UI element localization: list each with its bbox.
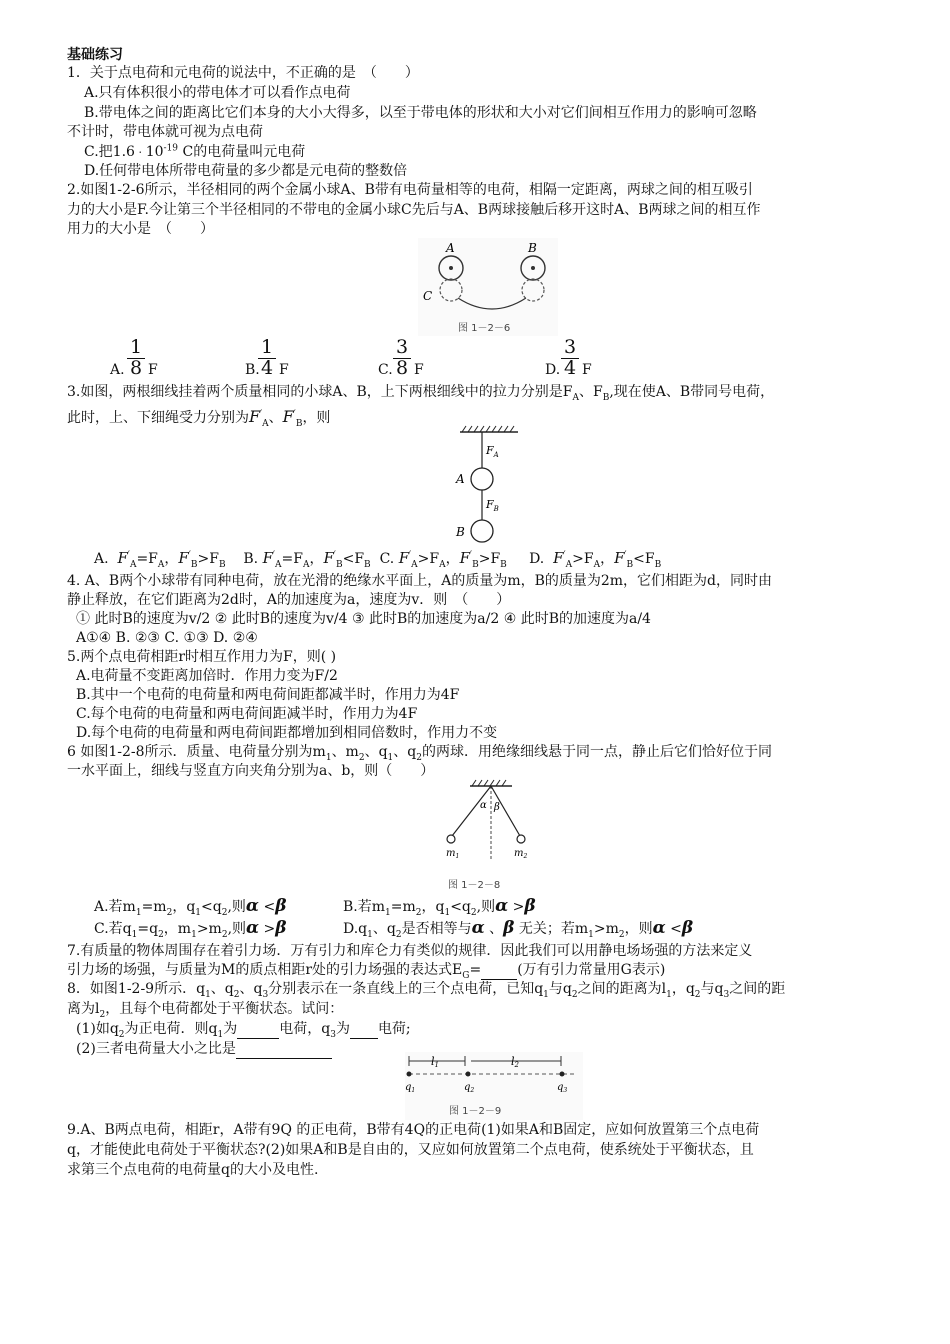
svg-text:q2: $q_2$ [464, 1082, 475, 1094]
q1-stem: 1．关于点电荷和元电荷的说法中，不正确的是 （ ） [67, 65, 419, 81]
charge-q3 [560, 1072, 565, 1077]
ball-a [471, 468, 493, 490]
q1-option-b-line1: B.带电体之间的距离比它们本身的大小大得多，以至于带电体的形状和大小对它们间相互作用力的影响可忽略 [84, 105, 757, 121]
svg-text:q3: $q_3$ [557, 1082, 568, 1094]
q5-option-b: B.其中一个电荷的电荷量和两电荷间距都减半时，作用力为4F [76, 687, 460, 703]
q3-line1: 3.如图，两根细线挂着两个质量相同的小球A、B，上下两根细线中的拉力分别是$F_A$、$F_B$,现在使A、B带同号电荷， [67, 384, 775, 403]
q5-option-a: A.电荷量不变距离加倍时．作用力变为F/2 [76, 668, 338, 684]
q8-q1-blank[interactable] [237, 1024, 279, 1039]
section-title: 基础练习 [67, 47, 123, 63]
q6-option-d: $D.q_1$、$q_2$是否相等与α 、β 无关；若$m_1>m_2$，则α <β [343, 918, 694, 940]
fig-label-a: A [456, 472, 465, 486]
q3-line2: 此时，上、下细绳受力分别为$F'_A$、$F'_B$，则 [67, 407, 331, 429]
svg-text:l2: l2 [511, 1055, 519, 1069]
q5-stem: 5.两个点电荷相距r时相互作用力为F，则( ) [67, 649, 337, 665]
figure-hanging-balls [448, 424, 528, 548]
angle-beta: β [494, 802, 500, 813]
q6-line1: 6 如图1-2-8所示．质量、电荷量分别为$m_1$、$m_2$、$q_1$、$q_2$的两球．用绝缘细线悬于同一点，静止后它们恰好位于同 [67, 744, 772, 763]
q2-line3: 用力的大小是 （ ） [67, 221, 214, 237]
fig-label-b: B [456, 525, 465, 539]
charge-q1 [407, 1072, 412, 1077]
q6-line2: 一水平面上，细线与竖直方向夹角分别为a、b，则（ ） [67, 763, 435, 779]
q8-line1: 8．如图1-2-9所示．$q_1$、$q_2$、$q_3$分别表示在一条直线上的三个点电荷，已知$q_1$与$q_2$之间的距离为$l_1$，$q_2$与$q_3$之间的距 [67, 981, 786, 1000]
q8-line2: 离为$l_2$，且每个电荷都处于平衡状态。试问： [67, 1001, 344, 1020]
charge-q2 [466, 1072, 471, 1077]
q1-option-a: A.只有体积很小的带电体才可以看作点电荷 [84, 85, 351, 101]
fig129-caption: 图 1－2－9 [449, 1106, 502, 1117]
svg-text:q1: $q_1$ [405, 1082, 416, 1094]
ball-m1 [447, 835, 455, 843]
q6-option-a: A.若$m_1=m_2$，$q_1<q_2$,则α <β [94, 896, 287, 918]
q4-line3: ① 此时B的速度为v/2 ② 此时B的速度为v/4 ③ 此时B的加速度为a/2 ④ 此时B的加速度为a/4 [76, 611, 651, 627]
thread-left [452, 786, 491, 836]
svg-text:m1: $m_1$ [446, 848, 460, 860]
q4-line1: 4. A、B两个小球带有同种电荷，放在光滑的绝缘水平面上，A的质量为m，B的质量为2m，它们相距为d，同时由 [67, 573, 773, 589]
fig-label-fa: $F_A$ [486, 444, 499, 459]
q6-option-c: C.若$q_1=q_2$，$m_1>m_2$,则α >β [94, 918, 287, 940]
q3-options: A. $F'_A=F_A$，$F'_B>F_B$ B. $F'_A=F_A$，$F'_B<F_B$ C. $F'_A>F_A$，$F'_B>F_B$ D. $F'_A>F_A$，$F'_B<F_B$ [94, 549, 662, 570]
q9-line3: 求第三个点电荷的电荷量q的大小及电性. [67, 1162, 319, 1178]
q7-answer-blank[interactable] [481, 965, 517, 980]
worksheet-page: 基础练习 1．关于点电荷和元电荷的说法中，不正确的是 （ ） A.只有体积很小的带电体才可以看作点电荷 B.带电体之间的距离比它们本身的大小大得多，以至于带电体的形状和大小对它们间相互作用力的影响可忽略 不计时，带电体就可视为点电荷 C.把$1.6 \cdot 10^{-19}$ C的电荷量叫元电荷 D.任何带电体所带电荷量的多少都是元电荷的整数倍 2.如图1-2-6所示，半径相同的两个金属小球A、B带有电荷量相等的电荷，相隔一定距离，两球之间的相互吸引 力的大小是F.今让第三个半径相同的不带电的金属小球C先后与A、B两球接触后移开这时A、B两球之间的相互作 用力的大小是 （ ） A B C 图 1－2－6 A. 1 8 F B. 1 4 F C. 3 8 F D. 3 4 F 3.如图，两根细线挂着两个质量相同的小球A、B，上下两根细线中的拉力分别是$F_A$、$F_B$,现在使A、B带同号电荷， 此时，上、下细绳受力分别为$F'_A$、$F'_B$，则 $F_A$ A $F_B$ B A. $F'_A=F_A$，$F'_B>F_B$ B. $F'_A=F_A$，$F'_B<F_B$ C. $F'_A>F_A$，$F'_B>F_B$ D. $F'_A>F_A$，$F'_B<F_B$ 4. A、B两个小球带有同种电荷，放在光滑的绝缘水平面上，A的质量为m，B的质量为2m，它们相距为d，同时由 静止释放，在它们距离为2d时，A的加速度为a，速度为v．则 （ ） ① 此时B的速度为v/2 ② 此时B的速度为v/4 ③ 此时B的加速度为a/2 ④ 此时B的加速度为a/4 A①④ B. ②③ C. ①③ D. ②④ 5.两个点电荷相距r时相互作用力为F，则( ) A.电荷量不变距离加倍时．作用力变为F/2 B.其中一个电荷的电荷量和两电荷间距都减半时，作用力为4F C.每个电荷的电荷量和两电荷间距减半时，作用力为4F D.每个电荷的电荷量和两电荷间距都增加到相同倍数时，作用力不变 6 如图1-2-8所示．质量、电荷量分别为$m_1$、$m_2$、$q_1$、$q_2$的两球．用绝缘细线悬于同一点，静止后它们恰好位于同 一水平面上，细线与竖直方向夹角分别为a、b，则（ ） α β $m_1$ $m_2$ 图 1－2－8 A.若$m_1=m_2$，$q_1<q_2$,则α <β B.若$m_1=m_2$，$q_1<q_2$,则α >β C.若$q_1=q_2$，$m_1>m_2$,则α >β $D.q_1$、$q_2$是否相等与α 、β 无关；若$m_1>m_2$，则α <β 7.有质量的物体周围存在着引力场．万有引力和库仑力有类似的规律．因此我们可以用静电场场强的方法来定义 引力场的场强，与质量为M的质点相距r处的引力场强的表达式$E_G=$ (万有引力常量用G表示) 8．如图1-2-9所示．$q_1$、$q_2$、$q_3$分别表示在一条直线上的三个点电荷，已知$q_1$与$q_2$之间的距离为$l_1$，$q_2$与$q_3$之间的距 离为$l_2$，且每个电荷都处于平衡状态。试问： (1)如$q_2$为正电荷．则$q_1$为 电荷，$q_3$为 电荷; (2)三者电荷量大小之比是 l1 l2 $q_1$ $q_2$ $q_3$ 图 1－2－9 9.A、B两点电荷，相距r，A带有9Q 的正电荷，B带有4Q的正电荷(1)如果A和B固定，应如何放置第三个点电荷 q，才能使此电荷处于平衡状态?(2)如果A和B是自由的，又应如何放置第二个点电荷，使系统处于平衡状态，且 求第三个点电荷的电荷量q的大小及电性. [0, 0, 950, 1344]
q5-option-d: D.每个电荷的电荷量和两电荷间距都增加到相同倍数时，作用力不变 [76, 725, 498, 741]
angle-alpha: α [480, 800, 487, 811]
q2-line1: 2.如图1-2-6所示，半径相同的两个金属小球A、B带有电荷量相等的电荷，相隔一定距离，两球之间的相互吸引 [67, 182, 753, 198]
q8-part2: (2)三者电荷量大小之比是 [76, 1040, 926, 1059]
q9-line1: 9.A、B两点电荷，相距r，A带有9Q 的正电荷，B带有4Q的正电荷(1)如果A和B固定，应如何放置第三个点电荷 [67, 1122, 760, 1138]
figure-1-2-6 [418, 238, 558, 336]
fig126-label-b: B [528, 241, 537, 255]
q1-option-c: C.把$1.6 \cdot 10^{-19}$ C的电荷量叫元电荷 [84, 143, 306, 160]
fig126-caption: 图 1－2－6 [458, 323, 511, 334]
q4-line2: 静止释放，在它们距离为2d时，A的加速度为a，速度为v．则 （ ） [67, 592, 511, 608]
svg-text:m2: $m_2$ [514, 848, 528, 860]
ball-m2 [517, 835, 525, 843]
svg-text:l1: l1 [431, 1055, 439, 1069]
q1-option-b-line2: 不计时，带电体就可视为点电荷 [67, 124, 263, 140]
ball-b [471, 520, 493, 542]
q7-line1: 7.有质量的物体周围存在着引力场．万有引力和库仑力有类似的规律．因此我们可以用静电场场强的方法来定义 [67, 943, 753, 959]
q5-option-c: C.每个电荷的电荷量和两电荷间距减半时，作用力为4F [76, 706, 418, 722]
q4-line4: A①④ B. ②③ C. ①③ D. ②④ [76, 630, 258, 646]
q9-line2: q，才能使此电荷处于平衡状态?(2)如果A和B是自由的，又应如何放置第二个点电荷，使系统处于平衡状态，且 [67, 1142, 754, 1158]
fig126-label-c: C [423, 289, 433, 303]
q8-part1: (1)如$q_2$为正电荷．则$q_1$为 电荷，$q_3$为 电荷; [76, 1021, 411, 1040]
q1-option-d: D.任何带电体所带电荷量的多少都是元电荷的整数倍 [84, 163, 408, 179]
q2-line2: 力的大小是F.今让第三个半径相同的不带电的金属小球C先后与A、B两球接触后移开这时A、B两球之间的相互作 [67, 202, 761, 218]
figure-1-2-9 [405, 1052, 583, 1120]
q8-q3-blank[interactable] [350, 1024, 378, 1039]
q6-option-b: B.若$m_1=m_2$，$q_1<q_2$,则α >β [343, 896, 536, 918]
q7-line2: 引力场的场强，与质量为M的质点相距r处的引力场强的表达式$E_G=$ (万有引力常量用G表示) [67, 962, 666, 981]
q8-ratio-blank[interactable] [236, 1044, 332, 1059]
fig126-label-a: A [446, 241, 455, 255]
figure-1-2-8 [440, 778, 540, 894]
fig128-caption: 图 1－2－8 [448, 880, 501, 891]
fig-label-fb: $F_B$ [486, 498, 499, 513]
